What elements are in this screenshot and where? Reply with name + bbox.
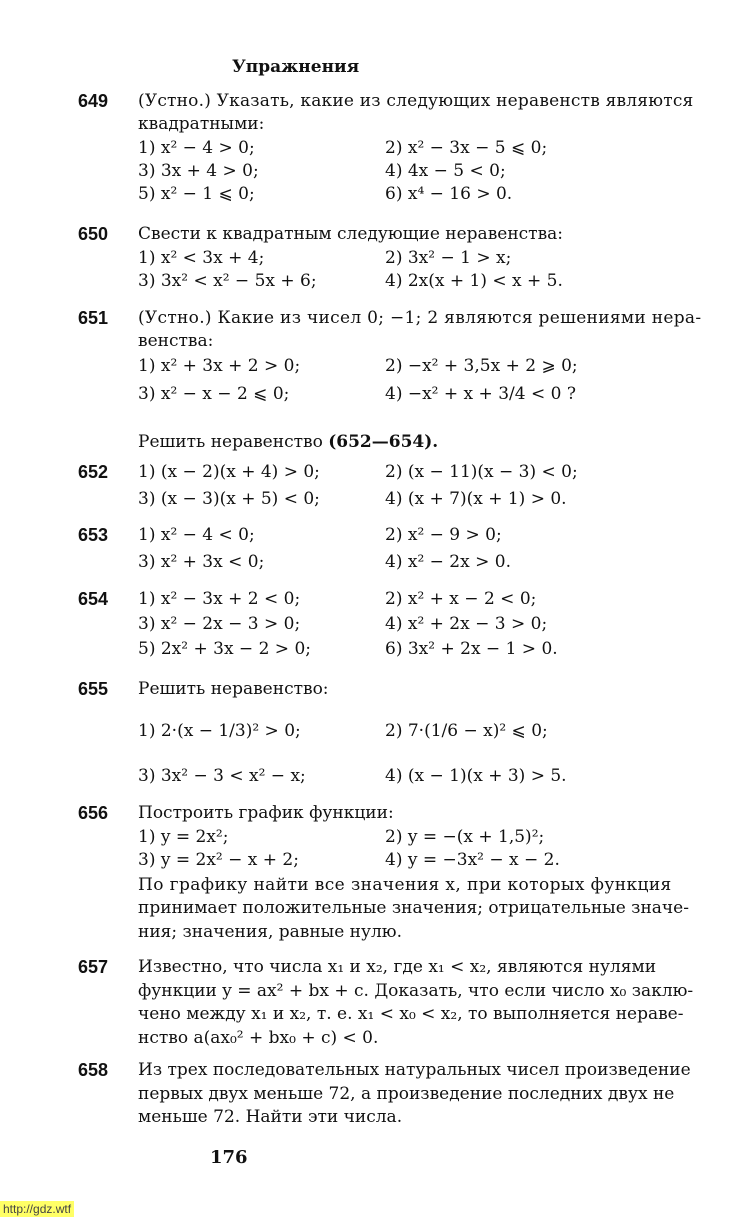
- exercise-item: 5) 2x² + 3x − 2 > 0;: [138, 639, 311, 659]
- exercise-text: Построить график функции:: [138, 803, 394, 823]
- exercise-item: 2) x² − 3x − 5 ⩽ 0;: [385, 138, 548, 158]
- exercise-item: 3) x² − 2x − 3 > 0;: [138, 614, 301, 634]
- exercise-item: 6) x⁴ − 16 > 0.: [385, 184, 513, 204]
- group-intro-range: (652—654).: [328, 432, 439, 452]
- exercise-text: функции y = ax² + bx + c. Доказать, что если число x₀ заклю-: [138, 981, 694, 1001]
- exercise-item: 4) y = −3x² − x − 2.: [385, 850, 560, 870]
- exercise-item: 1) y = 2x²;: [138, 827, 229, 847]
- exercise-number: 650: [78, 224, 109, 244]
- exercise-item: 3) (x − 3)(x + 5) < 0;: [138, 489, 320, 509]
- exercise-item: 3) 3x + 4 > 0;: [138, 161, 259, 181]
- exercise-text: принимает положительные значения; отрицательные значе-: [138, 898, 689, 918]
- exercise-item: 6) 3x² + 2x − 1 > 0.: [385, 639, 558, 659]
- exercise-item: 3) 3x² − 3 < x² − x;: [138, 766, 306, 786]
- exercise-text: квадратными:: [138, 114, 265, 134]
- exercise-number: 654: [78, 589, 109, 609]
- exercise-text: (Устно.) Указать, какие из следующих неравенств являются: [138, 91, 694, 111]
- exercise-item: 4) 4x − 5 < 0;: [385, 161, 506, 181]
- exercise-number: 652: [78, 462, 109, 482]
- watermark-link[interactable]: http://gdz.wtf: [0, 1201, 74, 1217]
- exercise-item: 2) 3x² − 1 > x;: [385, 248, 512, 268]
- exercise-number: 658: [78, 1060, 109, 1080]
- exercise-item: 2) x² + x − 2 < 0;: [385, 589, 537, 609]
- exercise-item: 2) −x² + 3,5x + 2 ⩾ 0;: [385, 356, 578, 376]
- exercise-item: 3) y = 2x² − x + 2;: [138, 850, 299, 870]
- exercise-item: 4) x² + 2x − 3 > 0;: [385, 614, 548, 634]
- exercise-text: Из трех последовательных натуральных чисел произведение: [138, 1060, 691, 1080]
- exercise-text: (Устно.) Какие из чисел 0; −1; 2 являются решениями нера-: [138, 308, 702, 328]
- exercise-text: первых двух меньше 72, а произведение последних двух не: [138, 1084, 675, 1104]
- exercise-text: меньше 72. Найти эти числа.: [138, 1107, 403, 1127]
- exercise-item: 1) (x − 2)(x + 4) > 0;: [138, 462, 320, 482]
- exercise-item: 1) x² − 4 < 0;: [138, 525, 255, 545]
- exercise-item: 1) 2·(x − 1/3)² > 0;: [138, 721, 301, 741]
- exercise-item: 2) y = −(x + 1,5)²;: [385, 827, 545, 847]
- group-intro: [138, 431, 738, 453]
- exercise-item: 3) x² + 3x < 0;: [138, 552, 265, 572]
- group-intro-text: Решить неравенство: [138, 432, 329, 452]
- exercise-item: 1) x² < 3x + 4;: [138, 248, 265, 268]
- exercise-item: 1) x² − 4 > 0;: [138, 138, 255, 158]
- exercise-item: 4) x² − 2x > 0.: [385, 552, 511, 572]
- exercise-item: 2) x² − 9 > 0;: [385, 525, 502, 545]
- exercise-text: Свести к квадратным следующие неравенства:: [138, 224, 564, 244]
- exercise-item: 4) 2x(x + 1) < x + 5.: [385, 271, 563, 291]
- exercise-item: 4) (x − 1)(x + 3) > 5.: [385, 766, 567, 786]
- exercise-item: 1) x² + 3x + 2 > 0;: [138, 356, 301, 376]
- exercise-text: Известно, что числа x₁ и x₂, где x₁ < x₂, являются нулями: [138, 957, 657, 977]
- exercise-item: 1) x² − 3x + 2 < 0;: [138, 589, 301, 609]
- exercise-number: 657: [78, 957, 109, 977]
- exercise-item: 2) 7·(1/6 − x)² ⩽ 0;: [385, 721, 548, 741]
- exercise-number: 656: [78, 803, 109, 823]
- exercise-item: 5) x² − 1 ⩽ 0;: [138, 184, 255, 204]
- exercise-item: 4) −x² + x + 3/4 < 0 ?: [385, 384, 576, 404]
- exercise-item: 4) (x + 7)(x + 1) > 0.: [385, 489, 567, 509]
- exercise-text: По графику найти все значения x, при которых функция: [138, 875, 672, 895]
- exercise-number: 649: [78, 91, 109, 111]
- exercise-number: 653: [78, 525, 109, 545]
- exercise-item: 2) (x − 11)(x − 3) < 0;: [385, 462, 578, 482]
- exercise-text: чено между x₁ и x₂, т. е. x₁ < x₀ < x₂, то выполняется нераве-: [138, 1004, 684, 1024]
- page-number: 176: [210, 1147, 248, 1168]
- exercise-number: 655: [78, 679, 109, 699]
- exercise-text: нство a(ax₀² + bx₀ + c) < 0.: [138, 1028, 379, 1048]
- exercise-text: венства:: [138, 331, 214, 351]
- exercise-item: 3) x² − x − 2 ⩽ 0;: [138, 384, 290, 404]
- exercise-text: Решить неравенство:: [138, 679, 329, 699]
- exercise-item: 3) 3x² < x² − 5x + 6;: [138, 271, 317, 291]
- exercise-number: 651: [78, 308, 109, 328]
- exercise-text: ния; значения, равные нулю.: [138, 922, 402, 942]
- section-heading: Упражнения: [232, 57, 360, 77]
